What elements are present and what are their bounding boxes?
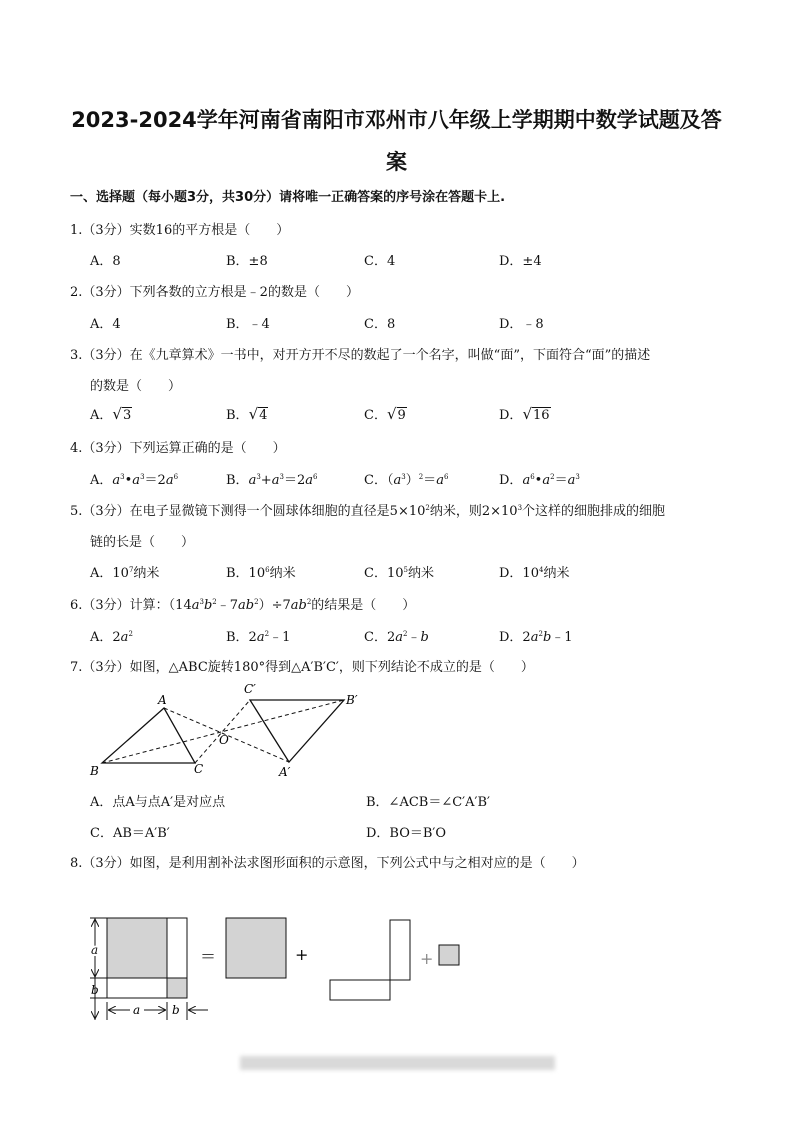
question-3-stem-line1: 3.（3分）在《九章算术》一书中，对开方开不尽的数起了一个名字，叫做“面”，下面符合“面”的描述 [70, 348, 651, 363]
plus-sign-2: + [420, 949, 434, 968]
question-2-stem: 2.（3分）下列各数的立方根是﹣2的数是（ ） [70, 285, 359, 300]
unit: 纳米 [133, 566, 160, 581]
question-8-stem: 8.（3分）如图，是利用割补法求图形面积的示意图，下列公式中与之相对应的是（ ） [70, 856, 585, 871]
radicand: 4 [259, 408, 268, 423]
question-1-option-b: B．±8 [226, 254, 268, 269]
rotation-figure [80, 680, 380, 780]
question-3-option-c [364, 404, 407, 423]
radical-icon: √ [386, 405, 397, 423]
area-figure [80, 910, 480, 1025]
label-a-vertical: a [91, 943, 99, 957]
question-2-option-b: B．﹣4 [226, 317, 270, 332]
label-B: B [90, 764, 99, 778]
question-6-option-b: B．$2a^2﹣1$ [226, 630, 291, 645]
label-C-prime: C′ [244, 682, 256, 696]
question-7-option-c: C．AB＝A′B′ [90, 826, 170, 841]
label-O: O [219, 733, 229, 747]
question-1-option-c: C．4 [364, 254, 396, 269]
q5-text-b: 纳米，则2×10 [429, 504, 518, 519]
plus-sign-1: + [295, 945, 309, 964]
question-7-option-a: A．点A与点A′是对应点 [90, 795, 226, 810]
q5-exp-2: 3 [517, 504, 523, 512]
label-a-horizontal: a [133, 1003, 141, 1017]
question-7-stem: 7.（3分）如图，△ABC旋转180°得到△A′B′C′，则下列结论不成立的是（ ） [70, 660, 534, 675]
question-4-option-d: D．$a^6•a^2=a^3$ [499, 473, 580, 488]
label-A-prime: A′ [279, 765, 291, 779]
label-A: A [158, 693, 167, 707]
exp: 6 [265, 566, 270, 574]
question-5-option-a: A．$10^7$纳米 [90, 566, 160, 581]
question-5-option-c: C．$10^5$纳米 [364, 566, 434, 581]
option-label: A． [90, 408, 113, 423]
label-b-vertical: b [91, 983, 99, 997]
question-6-option-d: D．$2a^2b﹣1$ [499, 630, 573, 645]
unit: 纳米 [269, 566, 296, 581]
label-b-horizontal: b [172, 1003, 180, 1017]
question-6-option-c: C．$2a^2﹣b$ [364, 630, 429, 645]
question-1-option-a: A．8 [90, 254, 121, 269]
exp: 4 [538, 566, 544, 574]
option-label: B． [226, 408, 249, 423]
radicand: 16 [533, 408, 550, 423]
label-C: C [194, 762, 204, 776]
equals-sign: ＝ [200, 947, 217, 966]
section-heading: 一、选择题（每小题3分，共30分）请将唯一正确答案的序号涂在答题卡上. [70, 190, 506, 205]
question-5-stem-line2: 链的长是（ ） [90, 535, 195, 550]
question-5-option-b: B．$10^6$纳米 [226, 566, 296, 581]
question-2-option-d: D．﹣8 [499, 317, 544, 332]
page-title-line1: 2023-2024学年河南省南阳市邓州市八年级上学期期中数学试题及答 [71, 108, 722, 132]
question-7-option-b: B．∠ACB＝∠C′A′B′ [366, 795, 490, 810]
blurred-watermark [240, 1056, 555, 1070]
exp: 5 [403, 566, 408, 574]
radicand: 9 [397, 408, 406, 423]
question-3-option-d [499, 404, 551, 423]
q5-text-c: 个这样的细胞排成的细胞 [522, 504, 666, 519]
question-6-option-a: A．$2a^2$ [90, 630, 133, 645]
label-B-prime: B′ [346, 693, 358, 707]
q5-text-a: 5.（3分）在电子显微镜下测得一个圆球体细胞的直径是5×10 [70, 504, 426, 519]
question-3-option-b [226, 404, 268, 423]
radical-icon: √ [522, 405, 532, 423]
question-5-option-d: D．$10^4$纳米 [499, 566, 570, 581]
question-4-option-c: C．$(a^3)^2=a^6$ [364, 473, 449, 488]
q6-text-b: 的结果是（ ） [311, 598, 416, 613]
q6-text-a: 6.（3分）计算：（14 [70, 598, 192, 613]
question-5-stem-line1 [70, 500, 665, 519]
unit: 纳米 [407, 566, 434, 581]
question-3-stem-line2: 的数是（ ） [90, 379, 182, 394]
radicand: 3 [122, 408, 132, 423]
question-3-option-a [90, 404, 132, 423]
question-2-option-c: C．8 [364, 317, 396, 332]
option-label: D． [499, 408, 523, 423]
question-7-option-d: D．BO＝B′O [366, 826, 447, 841]
exp: 7 [128, 566, 134, 574]
q5-exp-1: 2 [425, 504, 430, 512]
radical-icon: √ [112, 405, 122, 423]
question-4-stem: 4.（3分）下列运算正确的是（ ） [70, 441, 286, 456]
question-4-option-b: B．$a^3+a^3=2a^6$ [226, 473, 318, 488]
option-label: C． [364, 408, 387, 423]
question-1-stem: 1.（3分）实数16的平方根是（ ） [70, 223, 290, 238]
question-6-stem: 6.（3分）计算：$(14a^3b^2﹣7ab^2)\div 7ab^2$的结果是（ ） [70, 598, 416, 613]
unit: 纳米 [543, 566, 570, 581]
question-2-option-a: A．4 [90, 317, 121, 332]
question-1-option-d: D．±4 [499, 254, 542, 269]
radical-icon: √ [248, 405, 259, 423]
question-4-option-a: A．$a^3•a^3=2a^6$ [90, 473, 179, 488]
page-title-line2: 案 [386, 150, 407, 174]
